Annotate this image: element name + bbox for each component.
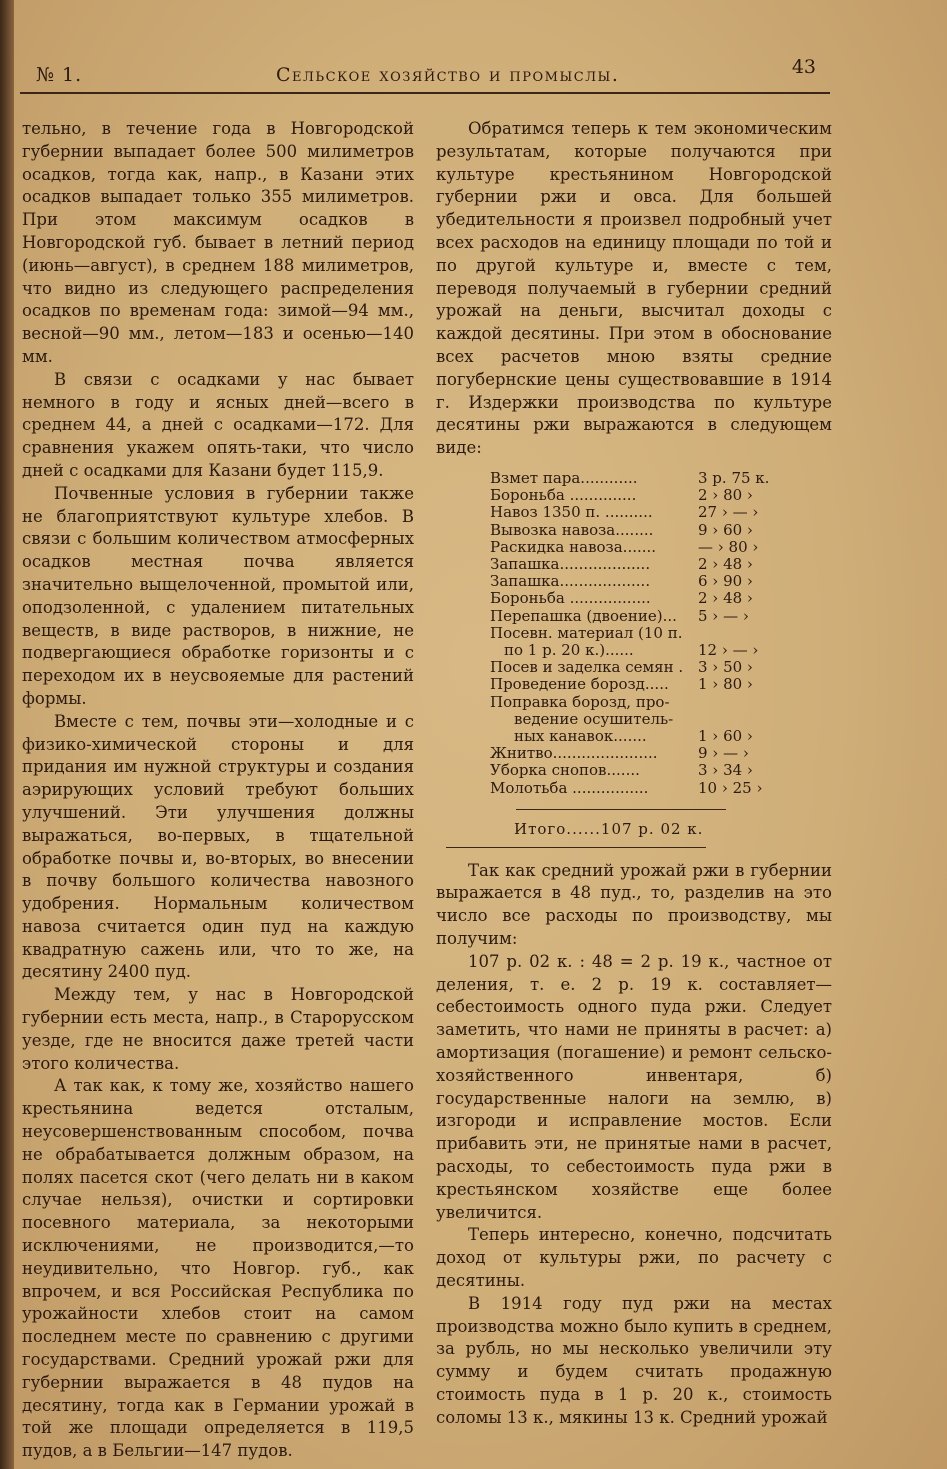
- right-column: [436, 118, 832, 1430]
- cost-amount: 27 › — ›: [698, 503, 759, 522]
- cost-amount: 1 › 80 ›: [698, 675, 753, 694]
- paragraph: Вместе с тем, почвы эти—холодные и с физико-химической стороны и для придания им нужной структуры и создания аэрирующих условий требуют больших улучшений. Эти улучшения должны выражаться, во-первых, в тщательной обработке почвы и, во-вторых, во внесении в почву большого количества навозного удобрения. Нормальным количеством навоза считается один пуд на каждую квадратную сажень или, что то же, на десятину 2400 пуд.: [22, 711, 414, 982]
- cost-amount: 6 › 90 ›: [698, 572, 753, 591]
- paragraph: В связи с осадками у нас бывает немного в году и ясных дней—всего в среднем 44, а дней с осадками—172. Для сравнения укажем опять-таки, что число дней с осадками для Казани будет 115,9.: [22, 369, 414, 480]
- cost-label: ведение осушитель-: [514, 709, 674, 728]
- paragraph: тельно, в течение года в Новгородской губернии выпадает более 500 милиметров осадков, тогда как, напр., в Казани этих осадков выпадает только 355 милиметров. При этом максимум осадков в Новгородской губ. бывает в летний период (июнь—август), в среднем 188 милиметров, что видно из следующего распределения осадков по временам года: зимой—94 мм., весной—90 мм., летом—183 и осенью—140 мм.: [22, 119, 414, 366]
- paragraph: Почвенные условия в губернии также не благоприятствуют культуре хлебов. В связи с большим количеством атмосферных осадков местная почва является значительно выщелоченной, промытой или, оподзоленной, с удалением питательных веществ, в виде растворов, в нижние, не подвергающиеся обработке горизонты и с переходом их в неусвояемые для растений формы.: [22, 483, 414, 708]
- cost-amount: 10 › 25 ›: [698, 778, 763, 797]
- table-row: [490, 711, 790, 728]
- table-row: [490, 590, 790, 607]
- paragraph: 107 р. 02 к. : 48 = 2 р. 19 к., частное от деления, т. е. 2 р. 19 к. составляет—себестоимость одного пуда ржи. Следует заметить, что нами не приняты в расчет: а) амортизация (погашение) и ремонт сельско-хозяйственного инвентаря, б) государственные налоги на землю, в) изгороди и исправление мостов. Если прибавить эти, не принятые нами в расчет, расходы, то себестоимость пуда ржи в крестьянском хозяйстве еще более увеличится.: [436, 951, 832, 1222]
- cost-label: Жнитво......................: [490, 744, 658, 763]
- cost-label: Уборка снопов.......: [490, 761, 640, 780]
- table-row: [490, 556, 790, 573]
- cost-label: Перепашка (двоение)...: [490, 606, 677, 625]
- table-row: [490, 487, 790, 504]
- cost-label: Проведение борозд.....: [490, 675, 669, 694]
- paragraph: Обратимся теперь к тем экономическим результатам, которые получаются при культуре крестьянином Новгородской губернии ржи и овса. Для большей убедительности я произвел подробный учет всех расходов на единицу площади по той и по другой культуре и, вместе с тем, переводя получаемый в губернии средний урожай на деньги, высчитал доходы с каждой десятины. При этом в обоснование всех расчетов мною взяты средние погубернские цены существовавшие в 1914 г. Издержки производства по культуре десятины ржи выражаются в следующем виде:: [436, 119, 832, 458]
- cost-label: Бороньба ..............: [490, 486, 637, 505]
- left-column: [22, 118, 414, 1463]
- table-row: [490, 522, 790, 539]
- total-row: Итого......107 р. 02 к.: [514, 819, 704, 838]
- cost-amount: 3 р. 75 к.: [698, 468, 770, 487]
- paragraph: Теперь интересно, конечно, подсчитать доход от культуры ржи, по расчету с десятины.: [436, 1225, 832, 1290]
- cost-amount: 2 › 48 ›: [698, 554, 753, 573]
- cost-label: ных канавок.......: [514, 727, 647, 745]
- cost-amount: 2 › 80 ›: [698, 486, 753, 505]
- table-row: [490, 573, 790, 590]
- cost-label: Молотьба ................: [490, 778, 649, 797]
- cost-label: Запашка...................: [490, 554, 651, 573]
- cost-label: Бороньба .................: [490, 589, 651, 608]
- table-row: [490, 539, 790, 556]
- table-row: [490, 642, 790, 659]
- cost-amount: 3 › 50 ›: [698, 658, 753, 677]
- cost-label: Раскидка навоза.......: [490, 537, 657, 556]
- table-rule: [516, 809, 726, 810]
- cost-amount: 9 › 60 ›: [698, 520, 753, 539]
- paragraph: Между тем, у нас в Новгородской губернии есть места, напр., в Старорусском уезде, где не вносится даже третей части этого количества.: [22, 985, 414, 1073]
- cost-label: Посевн. материал (10 п.: [490, 623, 683, 642]
- binding-edge: [0, 0, 14, 1469]
- paragraph: Так как средний урожай ржи в губернии выражается в 48 пуд., то, разделив на это число все расходы по производству, мы получим:: [436, 860, 832, 948]
- cost-label: Запашка...................: [490, 572, 651, 591]
- cost-amount: 12 › — ›: [698, 640, 759, 659]
- table-row: [490, 625, 790, 642]
- cost-amount: 1 › 60 ›: [698, 727, 753, 745]
- total-rule: [446, 847, 706, 848]
- table-row: [490, 470, 790, 487]
- table-row: [490, 745, 790, 762]
- cost-amount: — › 80 ›: [698, 537, 759, 556]
- paragraph: В 1914 году пуд ржи на местах производства можно было купить в среднем, за рубль, но мы несколько увеличили эту сумму и будем считать продажную стоимость пуда в 1 р. 20 к., стоимость соломы 13 к., мякины 13 к. Средний урожай: [436, 1293, 832, 1427]
- header-rule: [20, 92, 830, 94]
- table-row: [490, 728, 790, 745]
- cost-label: Взмет пара............: [490, 468, 638, 487]
- table-row: [490, 780, 790, 797]
- cost-amount: 3 › 34 ›: [698, 761, 753, 780]
- cost-table: [490, 470, 790, 797]
- issue-number: № 1.: [36, 64, 83, 86]
- table-row: [490, 694, 790, 711]
- cost-label: по 1 р. 20 к.)......: [504, 640, 634, 659]
- cost-label: Вывозка навоза........: [490, 520, 654, 539]
- table-row: [490, 504, 790, 521]
- cost-amount: 2 › 48 ›: [698, 589, 753, 608]
- cost-amount: 9 › — ›: [698, 744, 749, 763]
- table-row: [490, 676, 790, 693]
- table-row: [490, 608, 790, 625]
- paragraph: А так как, к тому же, хозяйство нашего крестьянина ведется отсталым, неусовершенствованным способом, почва не обрабатывается должным образом, на полях пасется скот (чего делать ни в каком случае нельзя), очистки и сортировки посевного материала, за некоторыми исключениями, не производится,—то неудивительно, что Новгор. губ., как впрочем, и вся Российская Республика по урожайности хлебов стоит на самом последнем месте по сравнению с другими государствами. Средний урожай ржи для губернии выражается в 48 пудов на десятину, тогда как в Германии урожай в той же площади определяется в 119,5 пудов, а в Бельгии—147 пудов.: [22, 1076, 414, 1461]
- cost-label: Поправка борозд, про-: [490, 692, 670, 711]
- cost-label: Посев и заделка семян .: [490, 658, 684, 677]
- cost-label: Навоз 1350 п. ..........: [490, 503, 653, 522]
- running-title: Сельское хозяйство и промыслы.: [276, 64, 620, 86]
- table-row: [490, 762, 790, 779]
- cost-amount: 5 › — ›: [698, 606, 749, 625]
- page-header: [36, 56, 816, 96]
- page-number: 43: [791, 56, 816, 78]
- table-row: [490, 659, 790, 676]
